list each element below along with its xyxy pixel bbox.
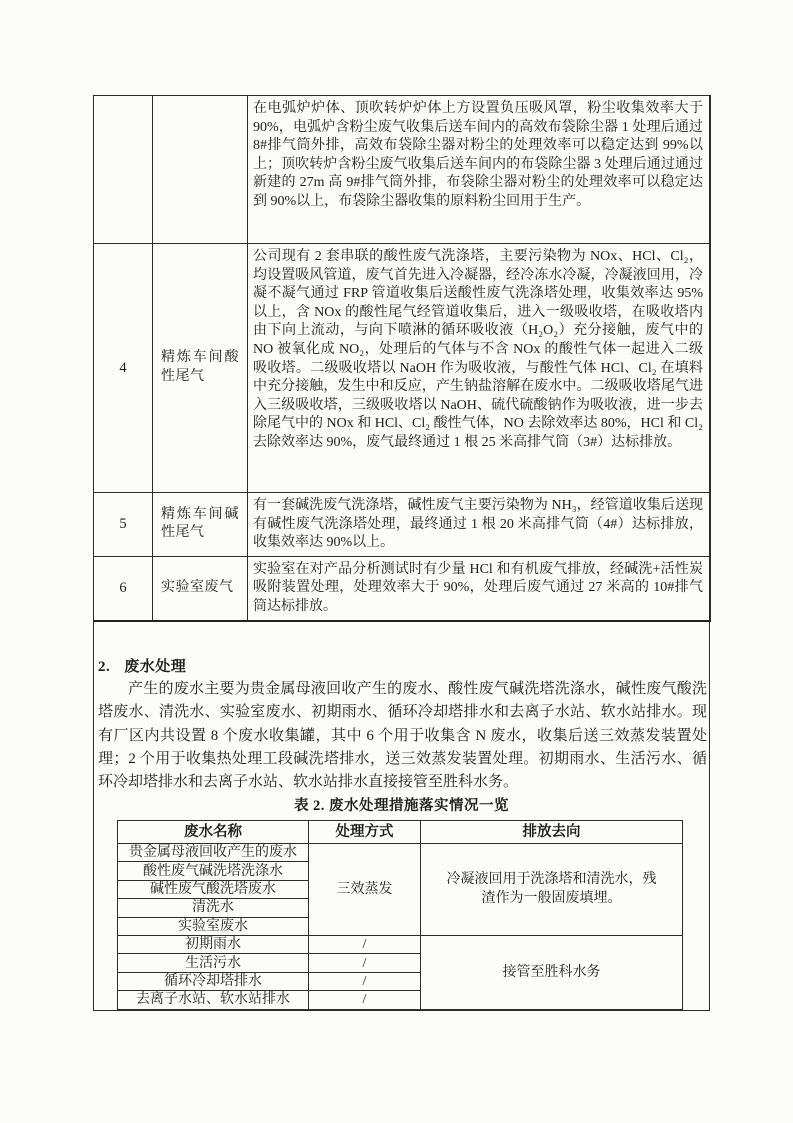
wastewater-name-cell: 初期雨水	[118, 935, 309, 953]
row-content: 在电弧炉炉体、顶吹转炉炉体上方设置负压吸风罩，粉尘收集效率大于 90%，电弧炉含粉尘废气收集后送车间内的高效布袋除尘器 1 处理后通过 8#排气筒外排，高效布袋除尘器对粉尘的处理效率可以稳定达到 99%以上；顶吹转炉含粉尘废气收集后送车间内的布袋除尘器 3 处理后通过通过新建的 27m 高 9#排气筒外排，布袋除尘器对粉尘的处理效率可以稳定达到 90%以上，布袋除尘器收集的原料粉尘回用于生产。	[248, 96, 711, 244]
header-discharge-destination: 排放去向	[421, 821, 683, 844]
table-row-4	[94, 244, 711, 493]
row-content: 有一套碱洗废气洗涤塔，碱性废气主要污染物为 NH₃，经管道收集后送现有碱性废气洗涤塔处理，最终通过 1 根 20 米高排气筒（4#）达标排放，收集效率达 90%以上。	[248, 493, 711, 557]
section-title: 废水处理	[124, 659, 187, 675]
row-label	[153, 96, 248, 244]
treatment-cell: /	[309, 991, 421, 1009]
table-row-6	[94, 556, 711, 620]
wastewater-name-cell: 贵金属母液回收产生的废水	[118, 844, 309, 862]
wastewater-name-cell: 去离子水站、软水站排水	[118, 991, 309, 1009]
row-number: 6	[94, 556, 153, 620]
wastewater-name-cell: 清洗水	[118, 899, 309, 917]
wastewater-name-cell: 碱性废气酸洗塔废水	[118, 880, 309, 898]
wastewater-name-cell: 循环冷却塔排水	[118, 972, 309, 990]
treatment-cell: /	[309, 935, 421, 953]
destination-cell: 接管至胜科水务	[421, 935, 683, 1009]
wastewater-name-cell: 实验室废水	[118, 917, 309, 935]
exhaust-gas-table	[93, 95, 711, 622]
row-number	[94, 96, 153, 244]
table2-caption: 表 2. 废水处理措施落实情况一览	[293, 798, 510, 814]
wastewater-name-cell: 酸性废气碱洗塔洗涤水	[118, 862, 309, 880]
table-row	[118, 844, 683, 862]
row-content: 公司现有 2 套串联的酸性废气洗涤塔，主要污染物为 NOx、HCl、Cl₂，均设置吸风管道，废气首先进入冷凝器，经冷冻水冷凝，冷凝液回用，冷凝不凝气通过 FRP 管道收集后送酸性废气洗涤塔处理，收集效率达 95%以上，含 NOx 的酸性尾气经管道收集后，进入一级吸收塔，在吸收塔内由下向上流动，与向下喷淋的循环吸收液（H₂O₂）充分接触，废气中的 NO 被氧化成 NO₂，处理后的气体与不含 NOx 的酸性气体一起进入二级吸收塔。二级吸收塔以 NaOH 作为吸收液，与酸性气体 HCl、Cl₂ 在填料中充分接触，发生中和反应，产生钠盐溶解在废水中。二级吸收塔尾气进入三级吸收塔，三级吸收塔以 NaOH、硫代硫酸钠作为吸收液，进一步去除尾气中的 NOx 和 HCl、Cl₂ 酸性气体，NO 去除效率达 80%，HCl 和 Cl₂ 去除效率达 90%，废气最终通过 1 根 25 米高排气筒（3#）达标排放。	[248, 244, 711, 493]
treatment-cell: 三效蒸发	[309, 844, 421, 936]
header-treatment-method: 处理方式	[309, 821, 421, 844]
row-number: 4	[94, 244, 153, 493]
destination-cell: 冷凝液回用于洗涤塔和清洗水，残渣作为一般固废填埋。	[421, 844, 683, 936]
table-row	[118, 935, 683, 953]
section-2-paragraph: 产生的废水主要为贵金属母液回收产生的废水、酸性废气碱洗塔洗涤水，碱性废气酸洗塔废水、清洗水、实验室废水、初期雨水、循环冷却塔排水和去离子水站、软水站排水。现有厂区内共设置 8 个废水收集罐，其中 6 个用于收集含 N 废水，收集后送三效蒸发装置处理；2 个用于收集热处理工段碱洗塔排水，送三效蒸发装置处理。初期雨水、生活污水、循环冷却塔排水和去离子水站、软水站排水直接接管至胜科水务。	[98, 681, 707, 791]
table-row-continuation	[94, 96, 711, 244]
row-label: 精炼车间碱性尾气	[153, 493, 248, 557]
table-row-5	[94, 493, 711, 557]
treatment-cell: /	[309, 954, 421, 972]
section-number: 2.	[98, 659, 111, 675]
header-wastewater-name: 废水名称	[118, 821, 309, 844]
row-label: 实验室废气	[153, 556, 248, 620]
row-number: 5	[94, 493, 153, 557]
row-label: 精炼车间酸性尾气	[153, 244, 248, 493]
table-header-row	[118, 821, 683, 844]
treatment-cell: /	[309, 972, 421, 990]
wastewater-name-cell: 生活污水	[118, 954, 309, 972]
row-content: 实验室在对产品分析测试时有少量 HCl 和有机废气排放，经碱洗+活性炭吸附装置处理，处理效率大于 90%，处理后废气通过 27 米高的 10#排气筒达标排放。	[248, 556, 711, 620]
wastewater-table	[117, 820, 683, 1010]
section-2-heading	[98, 655, 186, 676]
